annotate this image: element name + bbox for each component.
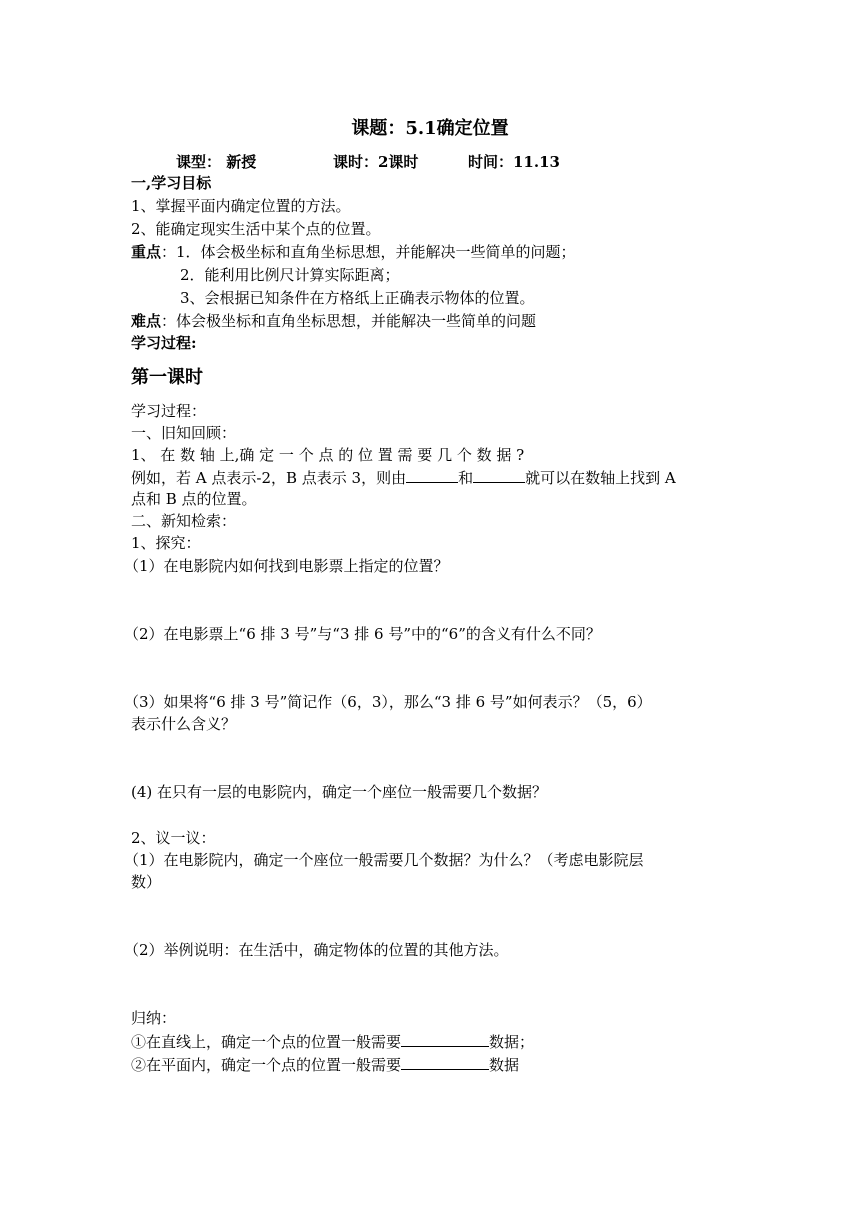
summary-text: 数据 (489, 1056, 520, 1074)
course-period: 课时：2课时 (333, 153, 419, 171)
key-point-item: ：1．体会极坐标和直角坐标思想，并能解决一些简单的问题； (161, 243, 576, 261)
review-example-text: 例如，若 A 点表示-2，B 点表示 3，则由 (131, 469, 407, 487)
discuss-heading: 2、议一议： (131, 829, 216, 847)
answer-blank[interactable] (401, 1054, 489, 1070)
difficulty-text: ：体会极坐标和直角坐标思想，并能解决一些简单的问题 (161, 312, 537, 330)
course-type: 课型： 新授 (176, 153, 257, 171)
difficulty-line (131, 311, 536, 331)
explore-question-4: (4) 在只有一层的电影院内，确定一个座位一般需要几个数据？ (131, 783, 548, 801)
summary-heading: 归纳： (131, 1009, 177, 1027)
explore-question-3: （3）如果将“6 排 3 号”简记作（6，3），那么“3 排 6 号”如何表示？（5，6） (124, 693, 652, 711)
summary-text: 数据； (489, 1033, 535, 1051)
objectives-heading: 一,学习目标 (131, 174, 212, 192)
key-point-item: 3、会根据已知条件在方格纸上正确表示物体的位置。 (180, 289, 535, 307)
discuss-question-1: （1）在电影院内，确定一个座位一般需要几个数据？为什么？（考虑电影院层 (124, 851, 644, 869)
process-heading: 学习过程: (131, 334, 197, 352)
new-knowledge-heading: 二、新知检索： (131, 512, 237, 530)
summary-text: ②在平面内，确定一个点的位置一般需要 (131, 1056, 402, 1074)
difficulty-label: 难点 (131, 312, 162, 330)
answer-blank[interactable] (406, 467, 458, 483)
explore-heading: 1、探究： (131, 534, 201, 552)
key-point-item: 2．能利用比例尺计算实际距离； (180, 266, 400, 284)
answer-blank[interactable] (401, 1031, 489, 1047)
objective-item: 2、能确定现实生活中某个点的位置。 (131, 220, 381, 238)
discuss-question-1-cont: 数） (131, 873, 162, 891)
key-points-label: 重点 (131, 243, 162, 261)
review-heading: 一、旧知回顾： (131, 424, 237, 442)
process-label: 学习过程： (131, 402, 207, 420)
discuss-question-2: （2）举例说明：在生活中，确定物体的位置的其他方法。 (124, 941, 509, 959)
lesson-heading: 第一课时 (131, 367, 203, 388)
explore-question-3-cont: 表示什么含义？ (131, 715, 237, 733)
summary-item-1 (131, 1031, 534, 1052)
review-example (131, 467, 676, 488)
explore-question-1: （1）在电影院内如何找到电影票上指定的位置？ (124, 557, 449, 575)
explore-question-2: （2）在电影票上“6 排 3 号”与“3 排 6 号”中的“6”的含义有什么不同？ (124, 625, 601, 643)
answer-blank[interactable] (473, 467, 525, 483)
course-time: 时间：11.13 (468, 153, 560, 171)
key-point-line (131, 242, 576, 262)
summary-text: ①在直线上，确定一个点的位置一般需要 (131, 1033, 402, 1051)
page-title: 课题：5.1确定位置 (351, 118, 509, 139)
review-example-text: 和 (458, 469, 474, 487)
review-example-text: 就可以在数轴上找到 A (525, 469, 676, 487)
summary-item-2 (131, 1054, 519, 1075)
review-question: 1、 在 数 轴 上,确 定 一 个 点 的 位 置 需 要 几 个 数 据 ? (131, 446, 525, 464)
review-example-cont: 点和 B 点的位置。 (131, 490, 257, 508)
objective-item: 1、掌握平面内确定位置的方法。 (131, 197, 351, 215)
